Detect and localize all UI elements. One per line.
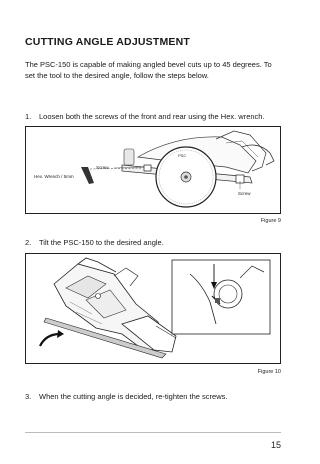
figure-10-caption: Figure 10 (257, 369, 281, 375)
page-number: 15 (270, 440, 281, 450)
intro-paragraph: The PSC-150 is capable of making angled bevel cuts up to 45 degrees. To set the tool to the desired angle, follow the steps below. (25, 60, 272, 80)
screw-label-rear: Screw (238, 191, 251, 196)
saw-side-view-illustration (26, 127, 279, 212)
step-text: Loosen both the screws of the front and rear using the Hex. wrench. (39, 112, 265, 121)
hex-wrench-icon (81, 167, 94, 184)
step-3 (25, 392, 285, 402)
figure-9 (25, 126, 281, 214)
saw-tilt-illustration (26, 254, 279, 362)
step-text: Tilt the PSC-150 to the desired angle. (39, 238, 164, 247)
footer-divider (25, 432, 281, 433)
figure-10 (25, 253, 281, 364)
tilt-arrow-icon (40, 334, 60, 346)
step-2 (25, 238, 285, 248)
step-1 (25, 112, 285, 122)
step-text: When the cutting angle is decided, re-tighten the screws. (39, 392, 228, 401)
figure-9-caption: Figure 9 (260, 218, 281, 224)
page-title: CUTTING ANGLE ADJUSTMENT (25, 36, 191, 48)
hex-wrench-label: Hex. Wrench / 5mm (34, 174, 74, 179)
step-number: 1. (25, 112, 32, 121)
step-number: 3. (25, 392, 32, 401)
step-number: 2. (25, 238, 32, 247)
blade-logo: PSC (178, 153, 187, 158)
screw-label-front: Screw (96, 165, 109, 170)
